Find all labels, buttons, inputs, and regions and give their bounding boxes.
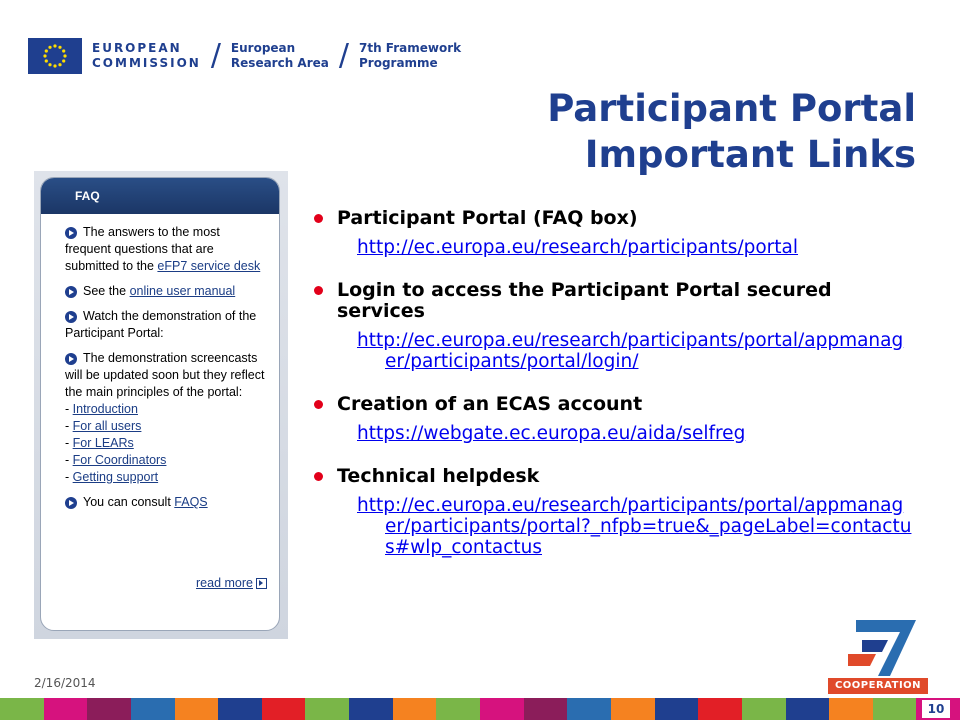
list-item: - For LEARs [65,436,134,450]
faq-link-user-manual[interactable]: online user manual [129,284,236,298]
logo-divider: / [338,38,349,73]
faq-link-faqs[interactable]: FAQS [174,495,208,509]
eu-flag-icon [28,38,82,74]
faq-body [41,214,279,511]
portal-link[interactable]: http://ec.europa.eu/research/participants/portal [357,237,799,258]
faq-link-coordinators[interactable]: For Coordinators [72,453,167,467]
color-stripe [611,698,655,720]
faq-text: The answers to the most frequent questions that are submitted to the [65,225,220,273]
item-heading [314,208,914,229]
ec-line1: EUROPEAN [92,41,182,55]
arrow-bullet-icon [65,227,77,239]
color-stripe [829,698,873,720]
fp7-wordmark [359,41,461,71]
faq-box-screenshot [34,171,288,639]
faq-text: Watch the demonstration of the Participant Portal: [65,309,257,340]
color-stripe [524,698,568,720]
color-stripe [567,698,611,720]
faq-link-service-desk[interactable]: eFP7 service desk [157,259,261,273]
bullet-icon [314,472,323,481]
page-number: 10 [922,700,950,718]
era-line1: European [230,41,296,55]
faq-paragraph [65,283,269,300]
list-item [314,208,914,258]
list-item: - For Coordinators [65,453,167,467]
logo-divider: / [210,38,221,73]
faq-header: FAQ [41,178,279,214]
color-stripe [349,698,393,720]
item-heading [314,280,914,322]
color-stripe [393,698,437,720]
arrow-bullet-icon [65,497,77,509]
color-stripe [655,698,699,720]
faq-link-lears[interactable]: For LEARs [72,436,134,450]
item-label: Technical helpdesk [337,465,540,487]
color-stripe [742,698,786,720]
ec-wordmark [92,41,201,71]
faq-link-list [65,401,269,486]
cooperation-logo [828,614,928,694]
faq-text: You can consult [83,495,175,509]
era-line2: Research Area [230,56,329,70]
faq-frame [34,171,288,639]
fp7-seven-icon [828,614,928,678]
title-line2: Important Links [584,133,916,176]
ecas-link[interactable]: https://webgate.ec.europa.eu/aida/selfreg [357,423,746,444]
list-item: - Introduction [65,402,138,416]
ec-line2: COMMISSION [92,56,201,70]
era-wordmark [231,41,329,71]
item-label: Login to access the Participant Portal secured services [337,279,832,322]
color-stripe [218,698,262,720]
read-more-label[interactable]: read more [196,576,253,590]
fp7-line1: 7th Framework [358,41,462,55]
helpdesk-link[interactable]: http://ec.europa.eu/research/participants/portal/appmanager/participants/portal?_nfpb=true&_pageLabel=contactus#wlp_contactus [357,495,912,558]
read-more-link[interactable] [196,576,267,590]
color-stripe [698,698,742,720]
faq-link-introduction[interactable]: Introduction [72,402,138,416]
slide-date: 2/16/2014 [34,676,96,690]
item-heading [314,466,914,487]
color-stripe [786,698,830,720]
faq-panel [40,177,280,631]
faq-paragraph [65,308,269,342]
color-stripe [44,698,88,720]
color-stripe [262,698,306,720]
faq-text: See the [83,284,130,298]
color-stripe [480,698,524,720]
arrow-right-icon [256,578,267,589]
arrow-bullet-icon [65,286,77,298]
faq-link-support[interactable]: Getting support [72,470,159,484]
color-stripe [873,698,917,720]
faq-paragraph [65,494,269,511]
faq-paragraph [65,350,269,401]
faq-link-all-users[interactable]: For all users [72,419,142,433]
login-link[interactable]: http://ec.europa.eu/research/participants/portal/appmanager/participants/portal/login/ [357,330,904,372]
color-stripe [0,698,44,720]
color-stripe-bar [0,698,960,720]
item-heading [314,394,914,415]
color-stripe [87,698,131,720]
list-item: - Getting support [65,470,159,484]
bullet-icon [314,400,323,409]
item-label: Participant Portal (FAQ box) [337,207,638,229]
color-stripe [305,698,349,720]
list-item [314,280,914,372]
faq-paragraph [65,224,269,275]
arrow-bullet-icon [65,311,77,323]
arrow-bullet-icon [65,353,77,365]
list-item: - For all users [65,419,142,433]
color-stripe [175,698,219,720]
ec-logo [28,38,461,74]
faq-text: The demonstration screencasts will be updated soon but they reflect the main principles of the portal: [65,351,265,399]
list-item [314,466,914,558]
item-label: Creation of an ECAS account [337,393,643,415]
slide-title [547,86,916,178]
color-stripe [436,698,480,720]
bullet-icon [314,286,323,295]
list-item [314,394,914,444]
links-list [314,208,914,580]
color-stripe [131,698,175,720]
cooperation-label: COOPERATION [828,678,928,694]
bullet-icon [314,214,323,223]
title-line1: Participant Portal [547,87,916,130]
fp7-line2: Programme [358,56,438,70]
